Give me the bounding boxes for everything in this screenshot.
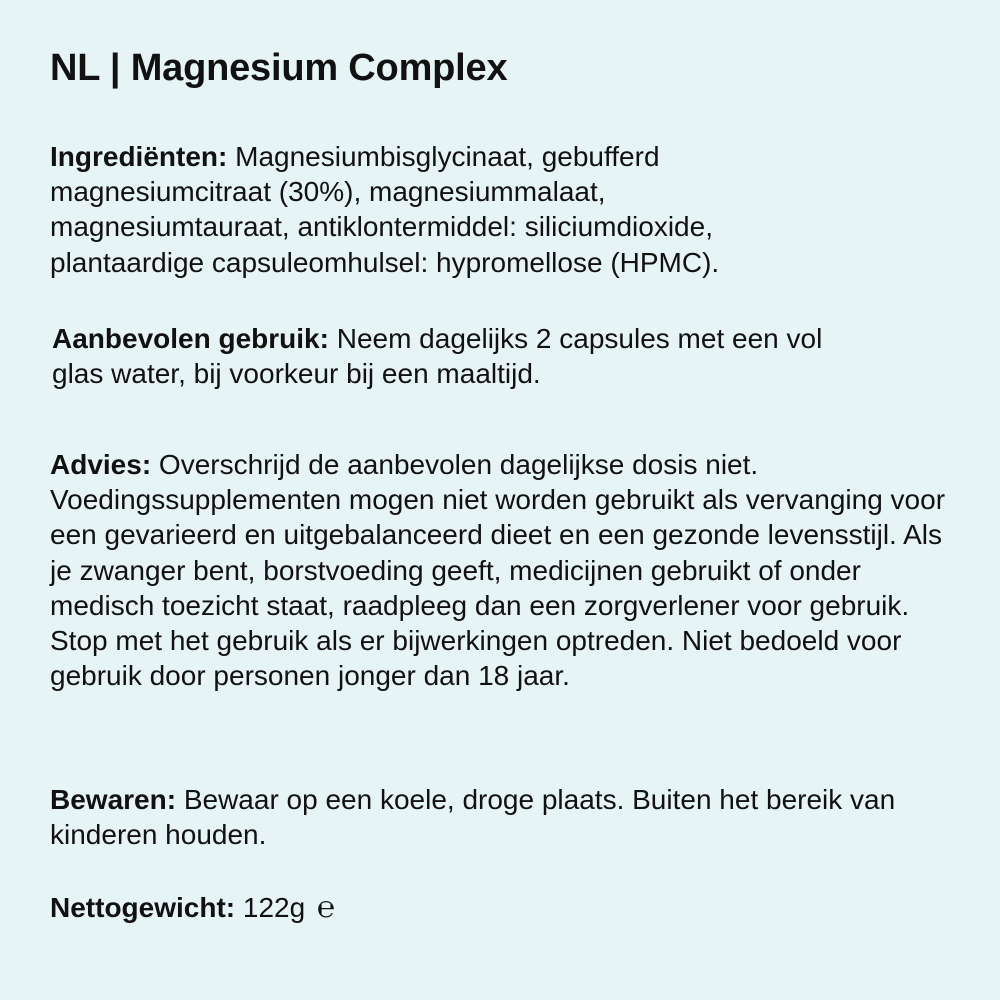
net-weight-section [50, 890, 650, 925]
storage-label: Bewaren: [50, 784, 177, 815]
storage-section [50, 782, 950, 852]
usage-label: Aanbevolen gebruik: [52, 323, 329, 354]
estimated-sign-icon: ℮ [316, 890, 335, 925]
net-weight-value: 122g [235, 892, 313, 923]
advice-text: Overschrijd de aanbevolen dagelijkse dosis niet. Voedingssupplementen mogen niet worden gebruikt als vervanging voor een gevarieerd en uitgebalanceerd dieet en een gezonde levensstijl. Als je zwanger bent, borstvoeding geeft, medicijnen gebruikt of onder medisch toezicht staat, raadpleeg dan een zorgverlener voor gebruik. Stop met het gebruik als er bijwerkingen optreden. Niet bedoeld voor gebruik door personen jonger dan 18 jaar. [50, 449, 946, 692]
usage-section [52, 321, 872, 391]
page-title: NL | Magnesium Complex [50, 47, 508, 89]
advice-label: Advies: [50, 449, 152, 480]
ingredients-section [50, 139, 840, 280]
net-weight-label: Nettogewicht: [50, 892, 236, 923]
usage-text: Neem dagelijks 2 capsules met een vol glas water, bij voorkeur bij een maaltijd. [52, 323, 823, 390]
ingredients-label: Ingrediënten: [50, 141, 228, 172]
ingredients-text: Magnesiumbisglycinaat, gebufferd magnesiumcitraat (30%), magnesiummalaat, magnesiumtauraat, antiklontermiddel: siliciumdioxide, plantaardige capsuleomhulsel: hypromellose (HPMC). [50, 141, 720, 278]
advice-section [50, 447, 960, 693]
storage-text: Bewaar op een koele, droge plaats. Buiten het bereik van kinderen houden. [50, 784, 896, 851]
